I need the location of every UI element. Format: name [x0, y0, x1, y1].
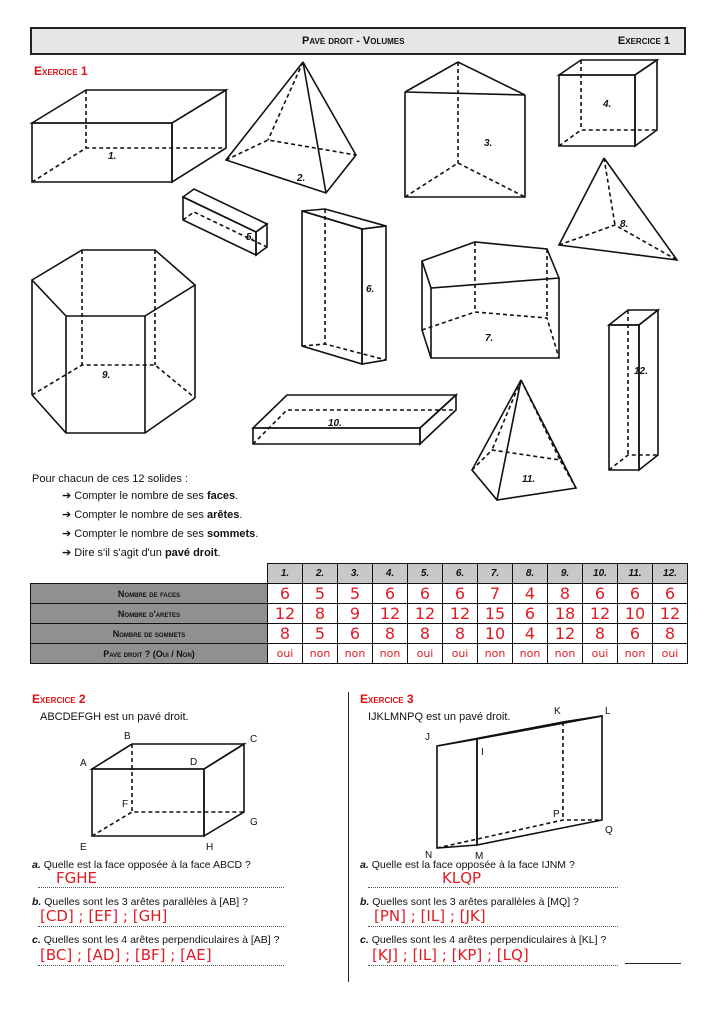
ex3-question-a: a. Quelle est la face opposée à la face IJNM ? — [360, 859, 575, 871]
bullet-pave: ➔ Dire s'il s'agit d'un pavé droit. — [62, 547, 221, 559]
ex2-question-c: c. Quelles sont les 4 arêtes perpendiculaires à [AB] ? — [32, 934, 280, 946]
cell: 7 — [478, 584, 513, 604]
bullet-sommets: ➔ Compter le nombre de ses sommets. — [62, 528, 259, 540]
exercise2-intro: ABCDEFGH est un pavé droit. — [40, 711, 189, 723]
cell: 6 — [268, 584, 303, 604]
solid-label-5: 5. — [246, 232, 255, 243]
solid-8 — [559, 158, 677, 260]
col-header: 2. — [303, 564, 338, 584]
solid-label-11: 11. — [522, 474, 536, 485]
solid-10 — [253, 395, 456, 444]
cell: non — [338, 644, 373, 664]
cell: 12 — [268, 604, 303, 624]
solid-label-9: 9. — [102, 370, 111, 381]
col-header: 6. — [443, 564, 478, 584]
cell: 8 — [303, 604, 338, 624]
cuboid-ijklmnpq — [420, 700, 620, 865]
col-header: 12. — [653, 564, 688, 584]
solid-label-2: 2. — [297, 173, 306, 184]
ex2-question-a: a. Quelle est la face opposée à la face ABCD ? — [32, 859, 251, 871]
cell: 6 — [408, 584, 443, 604]
column-divider — [348, 692, 349, 982]
cell: 5 — [303, 624, 338, 644]
solid-1 — [32, 90, 226, 182]
page-title: Pave droit - Volumes — [302, 35, 405, 47]
answer-line — [38, 926, 284, 927]
ex3-answer-c: [KJ] ; [IL] ; [KP] ; [LQ] — [372, 946, 529, 964]
ex3-question-c: c. Quelles sont les 4 arêtes perpendiculaires à [KL] ? — [360, 934, 607, 946]
cell: 8 — [443, 624, 478, 644]
solid-label-1: 1. — [108, 151, 117, 162]
cell: 10 — [478, 624, 513, 644]
answer-line — [38, 965, 284, 966]
table-row — [31, 584, 688, 604]
cell: 8 — [548, 584, 583, 604]
cell: 15 — [478, 604, 513, 624]
solid-label-6: 6. — [366, 284, 375, 295]
ex2-answer-c: [BC] ; [AD] ; [BF] ; [AE] — [40, 946, 212, 964]
cell: 6 — [513, 604, 548, 624]
row-label: Nombre de faces — [31, 584, 268, 604]
cell: 8 — [408, 624, 443, 644]
cell: 12 — [548, 624, 583, 644]
cell: non — [373, 644, 408, 664]
cell: 18 — [548, 604, 583, 624]
cell: 6 — [618, 584, 653, 604]
cell: 12 — [443, 604, 478, 624]
cell: 10 — [618, 604, 653, 624]
col-header: 8. — [513, 564, 548, 584]
vertex-D: D — [190, 757, 198, 768]
answer-rule — [625, 963, 681, 964]
row-label: Nombre d'aretes — [31, 604, 268, 624]
cell: 12 — [373, 604, 408, 624]
vertex-P: P — [553, 809, 560, 820]
vertex-J: J — [425, 732, 430, 743]
vertex-H: H — [206, 842, 214, 853]
vertex-C: C — [250, 734, 258, 745]
ex2-answer-b: [CD] ; [EF] ; [GH] — [40, 907, 168, 925]
cell: oui — [653, 644, 688, 664]
vertex-K: K — [554, 706, 561, 717]
cell: oui — [583, 644, 618, 664]
cell: oui — [408, 644, 443, 664]
solid-12 — [609, 310, 658, 470]
instruction-text: Pour chacun de ces 12 solides : — [32, 473, 188, 485]
col-header: 11. — [618, 564, 653, 584]
col-header: 3. — [338, 564, 373, 584]
col-header: 10. — [583, 564, 618, 584]
cell: 4 — [513, 624, 548, 644]
row-label: Pave droit ? (Oui / Non) — [31, 644, 268, 664]
ex3-answer-a: KLQP — [442, 869, 482, 887]
col-header: 7. — [478, 564, 513, 584]
cell: 9 — [338, 604, 373, 624]
answer-line — [38, 887, 284, 888]
solid-9 — [32, 250, 195, 433]
cell: 4 — [513, 584, 548, 604]
vertex-B: B — [124, 731, 131, 742]
cell: non — [513, 644, 548, 664]
table-row — [31, 644, 688, 664]
instruction-list — [62, 489, 258, 565]
cell: 12 — [583, 604, 618, 624]
cell: 6 — [373, 584, 408, 604]
exercise-tag: Exercice 1 — [617, 35, 670, 47]
ex3-question-b: b. Quelles sont les 3 arêtes parallèles à [MQ] ? — [360, 896, 579, 908]
solid-5 — [183, 189, 267, 255]
cell: 6 — [338, 624, 373, 644]
solid-label-7: 7. — [485, 333, 494, 344]
cell: 12 — [408, 604, 443, 624]
vertex-F: F — [122, 799, 129, 810]
ex2-answer-a: FGHE — [56, 869, 98, 887]
cell: non — [618, 644, 653, 664]
solid-3 — [405, 62, 525, 197]
cell: non — [303, 644, 338, 664]
cell: 8 — [268, 624, 303, 644]
vertex-N: N — [425, 850, 433, 861]
vertex-I: I — [481, 747, 484, 758]
col-header: 9. — [548, 564, 583, 584]
table-row — [31, 624, 688, 644]
vertex-A: A — [80, 758, 87, 769]
answer-line — [368, 926, 618, 927]
vertex-E: E — [80, 842, 87, 853]
cell: 8 — [583, 624, 618, 644]
solid-2 — [226, 62, 356, 193]
row-label: Nombre de sommets — [31, 624, 268, 644]
cell: 12 — [653, 604, 688, 624]
cell: oui — [268, 644, 303, 664]
ex2-question-b: b. Quelles sont les 3 arêtes parallèles à [AB] ? — [32, 896, 248, 908]
answers-table — [30, 563, 688, 664]
vertex-M: M — [475, 851, 484, 862]
cell: 8 — [373, 624, 408, 644]
vertex-L: L — [605, 706, 611, 717]
solid-label-4: 4. — [603, 99, 612, 110]
solid-label-8: 8. — [620, 219, 629, 230]
ex3-answer-b: [PN] ; [IL] ; [JK] — [374, 907, 486, 925]
cell: 5 — [338, 584, 373, 604]
col-header: 4. — [373, 564, 408, 584]
col-header: 1. — [268, 564, 303, 584]
cell: non — [478, 644, 513, 664]
solid-label-10: 10. — [328, 418, 342, 429]
solid-label-3: 3. — [484, 138, 493, 149]
cell: 6 — [618, 624, 653, 644]
bullet-aretes: ➔ Compter le nombre de ses arêtes. — [62, 509, 243, 521]
exercise3-label: Exercice 3 — [360, 692, 414, 706]
cell: 6 — [583, 584, 618, 604]
exercise2-label: Exercice 2 — [32, 692, 86, 706]
vertex-G: G — [250, 817, 258, 828]
col-header: 5. — [408, 564, 443, 584]
vertex-Q: Q — [605, 825, 613, 836]
cell: 5 — [303, 584, 338, 604]
cuboid-abcdefgh — [70, 728, 280, 858]
table-row — [31, 604, 688, 624]
cell: 8 — [653, 624, 688, 644]
exercise1-label: Exercice 1 — [34, 64, 88, 78]
exercise3-intro: IJKLMNPQ est un pavé droit. — [368, 711, 511, 723]
cell: 6 — [443, 584, 478, 604]
answer-line — [368, 887, 618, 888]
bullet-faces: ➔ Compter le nombre de ses faces. — [62, 490, 239, 502]
cell: oui — [443, 644, 478, 664]
cell: non — [548, 644, 583, 664]
solid-label-12: 12. — [634, 366, 648, 377]
cell: 6 — [653, 584, 688, 604]
answer-line — [368, 965, 618, 966]
table-header-row — [31, 564, 688, 584]
